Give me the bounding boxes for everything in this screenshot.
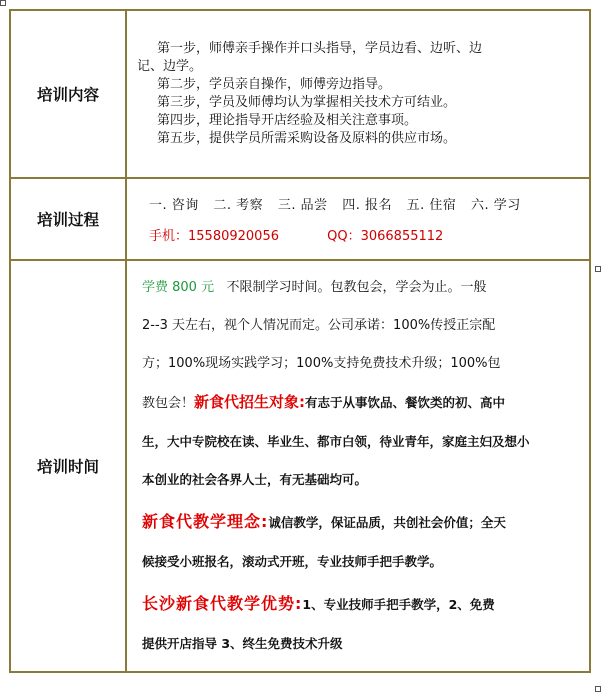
row-label-time: 培训时间 bbox=[10, 260, 126, 672]
process-cell bbox=[126, 178, 590, 260]
step-1-line-1: 第一步，师傅亲手操作并口头指导，学员边看、边听、边 bbox=[157, 41, 483, 56]
promise-line-4: 教包会！ bbox=[142, 396, 195, 411]
process-step: 一. 咨询 bbox=[149, 198, 199, 213]
advantage-text-b: 提供开店指导 3、终生免费技术升级 bbox=[142, 636, 343, 651]
step-5: 第五步，提供学员所需采购设备及原料的供应市场。 bbox=[157, 131, 457, 146]
promise-line-2: 2--3 天左右，视个人情况而定。公司承诺：100%传授正宗配 bbox=[142, 318, 496, 333]
philosophy-text-a: 诚信教学，保证品质，共创社会价值；全天 bbox=[268, 515, 506, 530]
process-step: 五. 住宿 bbox=[406, 198, 457, 213]
philosophy-heading: 新食代教学理念: bbox=[142, 512, 269, 531]
process-step: 四. 报名 bbox=[342, 198, 392, 213]
contact-line bbox=[149, 225, 589, 244]
advantage-heading: 长沙新食代教学优势: bbox=[142, 594, 303, 613]
row-label-content: 培训内容 bbox=[10, 10, 126, 178]
content-steps-cell bbox=[126, 10, 590, 178]
recruit-line bbox=[142, 383, 579, 423]
table-row bbox=[10, 260, 590, 672]
recruit-text-a: 有志于从事饮品、餐饮类的初、高中 bbox=[305, 395, 506, 410]
philosophy-text-b: 候接受小班报名，滚动式开班，专业技师手把手教学。 bbox=[142, 554, 443, 569]
table-row bbox=[10, 10, 590, 178]
qq-number: QQ：3066855112 bbox=[327, 229, 444, 244]
fee-amount: 学费 800 元 bbox=[142, 280, 215, 295]
resize-handle-right[interactable] bbox=[595, 266, 601, 272]
step-2: 第二步，学员亲自操作，师傅旁边指导。 bbox=[157, 77, 392, 92]
step-3: 第三步，学员及师傅均认为掌握相关技术方可结业。 bbox=[157, 95, 457, 110]
fee-line bbox=[142, 269, 579, 307]
process-step: 六. 学习 bbox=[471, 198, 521, 213]
advantage-line bbox=[142, 585, 579, 625]
advantage-text-a: 1、专业技师手把手教学，2、免费 bbox=[302, 597, 495, 612]
philosophy-line bbox=[142, 503, 579, 543]
fee-description: 不限制学习时间。包教包会，学会为止。一般 bbox=[226, 280, 487, 295]
time-cell bbox=[126, 260, 590, 672]
process-step: 三. 品尝 bbox=[277, 198, 328, 213]
process-step: 二. 考察 bbox=[213, 198, 264, 213]
recruit-text-b: 生，大中专院校在读、毕业生、都市白领，待业青年，家庭主妇及想小 bbox=[142, 434, 530, 449]
table-select-handle[interactable] bbox=[0, 0, 6, 6]
training-info-table bbox=[9, 9, 591, 673]
step-1-line-2: 记、边学。 bbox=[137, 59, 203, 74]
phone-number: 手机：15580920056 bbox=[149, 229, 279, 244]
recruit-heading: 新食代招生对象: bbox=[194, 393, 306, 411]
promise-line-3: 方；100%现场实践学习；100%支持免费技术升级；100%包 bbox=[142, 356, 501, 371]
process-steps bbox=[149, 194, 589, 213]
row-label-process: 培训过程 bbox=[10, 178, 126, 260]
resize-handle-bottom[interactable] bbox=[595, 686, 601, 692]
step-4: 第四步，理论指导开店经验及相关注意事项。 bbox=[157, 113, 418, 128]
table-row bbox=[10, 178, 590, 260]
recruit-text-c: 本创业的社会各界人士，有无基础均可。 bbox=[142, 472, 368, 487]
